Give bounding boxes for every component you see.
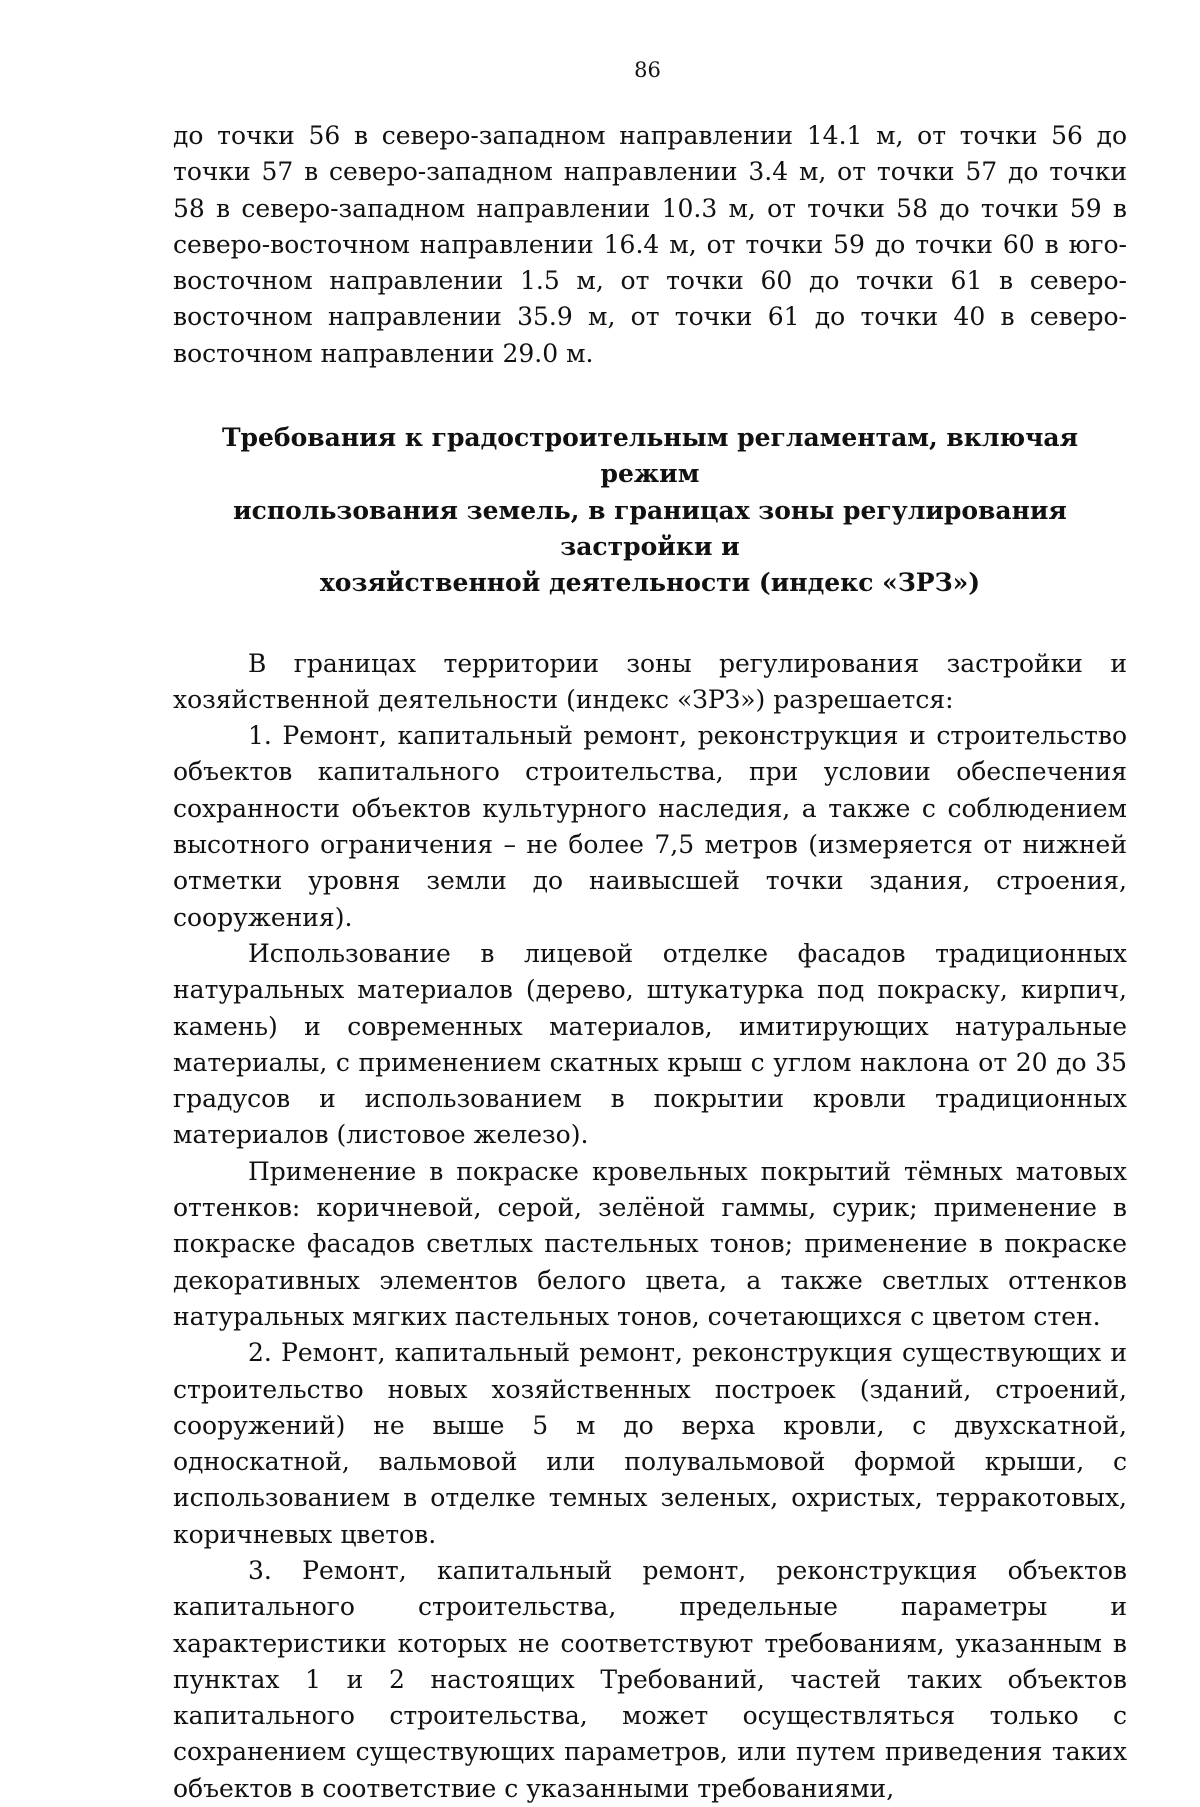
paragraph-item-2: 2. Ремонт, капитальный ремонт, реконструкция существующих и строительство новых хозяйственных построек (зданий, строений, сооружений) не выше 5 м до верха кровли, с двухскатной, односкатной, вальмовой или полувальмовой формой крыши, с использованием в отделке темных зеленых, охристых, терракотовых, коричневых цветов. — [173, 1338, 1127, 1549]
paragraph-item-3: 3. Ремонт, капитальный ремонт, реконструкция объектов капитального строительства, предельные параметры и характеристики которых не соответствуют требованиям, указанным в пунктах 1 и 2 настоящих Требований, частей таких объектов капитального строительства, может осуществляться только с сохранением существующих параметров, или путем приведения таких объектов в соответствие с указанными требованиями, — [173, 1555, 1127, 1803]
document-body — [173, 118, 1127, 1807]
paragraph-item-1: 1. Ремонт, капитальный ремонт, реконструкция и строительство объектов капитального строительства, при условии обеспечения сохранности объектов культурного наследия, а также с соблюдением высотного ограничения – не более 7,5 метров (измеряется от нижней отметки уровня земли до наивысшей точки здания, строения, сооружения). — [173, 721, 1127, 932]
page-number: 86 — [634, 58, 661, 82]
paragraph-color-requirements: Применение в покраске кровельных покрытий тёмных матовых оттенков: коричневой, серой, зелёной гаммы, сурик; применение в покраске фасадов светлых пастельных тонов; применение в покраске декоративных элементов белого цвета, а также светлых оттенков натуральных мягких пастельных тонов, сочетающихся с цветом стен. — [173, 1156, 1127, 1331]
paragraph-facade-materials: Использование в лицевой отделке фасадов традиционных натуральных материалов (дерево, штукатурка под покраску, кирпич, камень) и современных материалов, имитирующих натуральные материалы, с применением скатных крыш с углом наклона от 20 до 35 градусов и использованием в покрытии кровли традиционных материалов (листовое железо). — [173, 938, 1127, 1150]
section-heading — [173, 420, 1127, 601]
paragraph-allowed-intro: В границах территории зоны регулирования застройки и хозяйственной деятельности (индекс «ЗРЗ») разрешается: — [173, 648, 1127, 714]
section-heading-line-2: использования земель, в границах зоны регулирования застройки и — [233, 495, 1067, 561]
section-heading-line-1: Требования к градостроительным регламентам, включая режим — [221, 423, 1079, 489]
intro-paragraph: до точки 56 в северо-западном направлении 14.1 м, от точки 56 до точки 57 в северо-западном направлении 3.4 м, от точки 57 до точки 58 в северо-западном направлении 10.3 м, от точки 58 до точки 59 в северо-восточном направлении 16.4 м, от точки 59 до точки 60 в юго-восточном направлении 1.5 м, от точки 60 до точки 61 в северо-восточном направлении 35.9 м, от точки 61 до точки 40 в северо-восточном направлении 29.0 м. — [173, 121, 1127, 368]
section-heading-line-3: хозяйственной деятельности (индекс «ЗРЗ») — [319, 568, 981, 598]
